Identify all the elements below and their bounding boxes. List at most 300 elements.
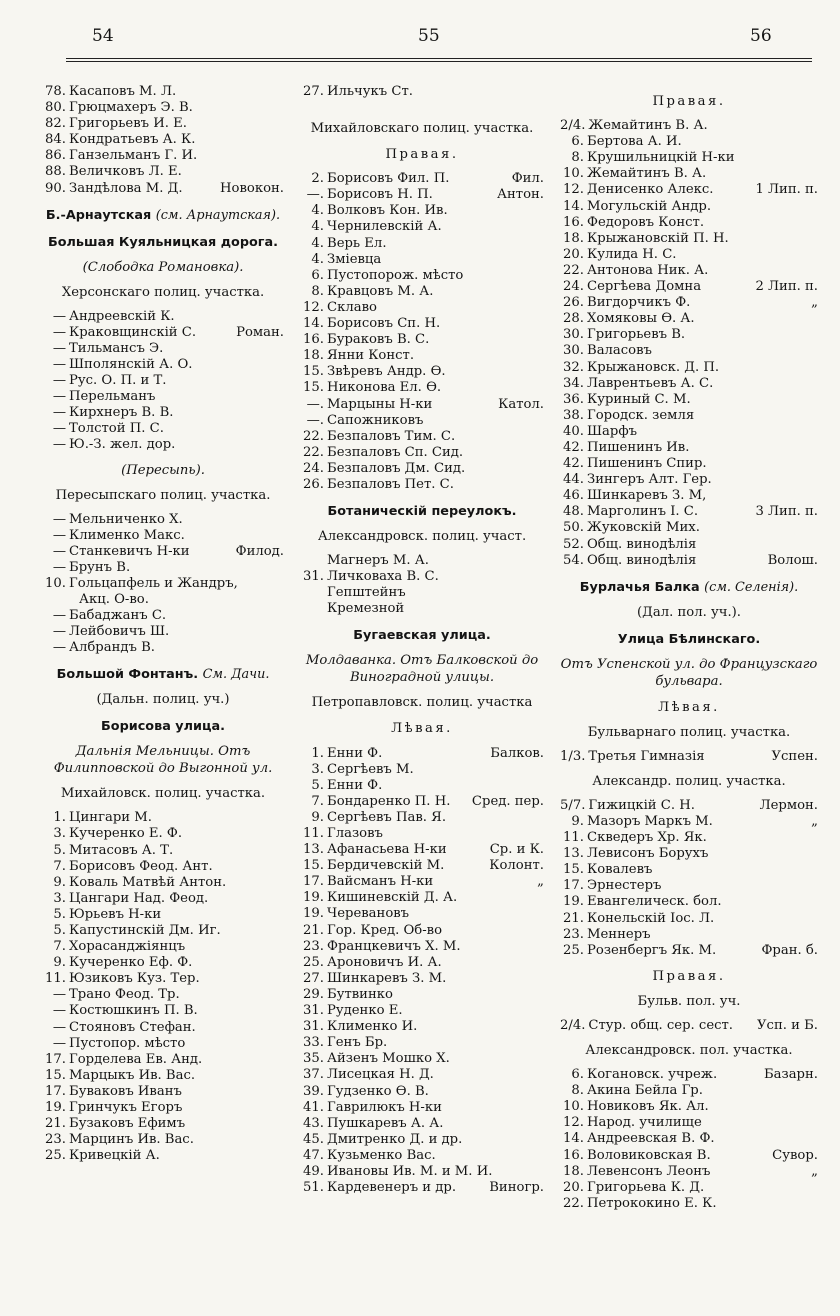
owner-name: Станкевичъ Н-ки <box>69 543 190 559</box>
directory-entry <box>560 927 818 943</box>
house-number: 22. <box>563 1195 584 1211</box>
house-number: 2. <box>311 171 324 187</box>
directory-entry <box>42 640 284 656</box>
directory-entry <box>42 437 284 453</box>
house-number: — <box>52 308 66 324</box>
house-number: — <box>52 608 66 624</box>
owner-name: Могульскій Андр. <box>587 198 712 214</box>
house-number: 32. <box>563 359 584 375</box>
owner-name: Тильмансъ Э. <box>69 340 164 356</box>
owner-name: Цангари Над. Феод. <box>69 890 209 906</box>
house-number: 16. <box>563 1147 584 1163</box>
directory-entry <box>560 343 818 359</box>
directory-entry <box>300 762 544 778</box>
cross-street: 2 Лип. п. <box>755 279 818 295</box>
directory-entry <box>300 890 544 906</box>
owner-name: Куриный С. М. <box>587 391 691 407</box>
directory-entry <box>300 171 544 187</box>
owner-name: Перельманъ <box>69 389 156 405</box>
street-heading <box>42 718 284 735</box>
house-number: 35. <box>303 1051 324 1067</box>
directory-entry <box>300 268 544 284</box>
house-number: 5. <box>53 906 66 922</box>
owner-name: Федоровъ Конст. <box>587 214 705 230</box>
house-number: 5/7. <box>560 797 586 813</box>
house-number: 30. <box>563 343 584 359</box>
column-left <box>42 84 284 1309</box>
owner-name: Зингеръ Алт. Гер. <box>587 472 712 488</box>
street-name: Улица Бѣлинскаго. <box>617 631 761 647</box>
cross-street: Успен. <box>771 748 818 764</box>
directory-entry <box>300 858 544 874</box>
cross-street: Антон. <box>497 187 544 203</box>
owner-name: Енни Ф. <box>327 745 383 761</box>
owner-name: Афанасьева Н-ки <box>327 842 447 858</box>
directory-entry <box>42 608 284 624</box>
directory-entry <box>300 794 544 810</box>
house-number: 9. <box>53 874 66 890</box>
directory-entry <box>560 520 818 536</box>
directory-entry <box>560 798 818 814</box>
house-number: 23. <box>45 1132 66 1148</box>
directory-entry <box>300 429 544 445</box>
cross-street: 3 Лип. п. <box>755 504 818 520</box>
owner-name: Вайсманъ Н-ки <box>327 874 434 890</box>
owner-name: Акина Бейла Гр. <box>587 1083 703 1099</box>
police-district: (Дал. пол. уч.). <box>637 604 741 620</box>
police-district: Александровск. пол. участка. <box>585 1043 793 1059</box>
directory-entry <box>42 181 284 197</box>
house-number: 2/4. <box>560 1017 586 1033</box>
directory-entry <box>560 846 818 862</box>
street-name: Большая Куяльницкая дорога. <box>48 234 278 250</box>
directory-entry <box>42 100 284 116</box>
owner-name: Верь Ел. <box>327 235 387 251</box>
directory-entry <box>42 1036 284 1052</box>
directory-entry <box>42 987 284 1003</box>
directory-entry <box>300 1051 544 1067</box>
directory-entry <box>560 263 818 279</box>
house-number: 51. <box>303 1180 324 1196</box>
owner-name: Новиковъ Як. Ал. <box>587 1099 709 1115</box>
column-right <box>560 84 818 1309</box>
owner-name: Кишиневскій Д. А. <box>327 890 458 906</box>
owner-name: Борисовъ Н. П. <box>327 187 433 203</box>
house-number: 19. <box>563 894 584 910</box>
owner-name: Клименко Макс. <box>69 527 185 543</box>
house-number: 14. <box>563 1131 584 1147</box>
house-number: 11. <box>563 830 584 846</box>
house-number: 19. <box>303 906 324 922</box>
owner-name: Юрьевъ Н-ки <box>69 906 162 922</box>
directory-entry <box>42 421 284 437</box>
owner-name: Общ. винодѣлія <box>587 552 697 568</box>
house-number: 2/4. <box>560 118 586 134</box>
house-number: 4. <box>311 235 324 251</box>
owner-name: Коваль Матвѣй Антон. <box>69 874 227 890</box>
house-number: 9. <box>53 955 66 971</box>
owner-name: Петрококино Е. К. <box>587 1195 717 1211</box>
directory-entry <box>300 1164 544 1180</box>
directory-entry <box>300 842 544 858</box>
house-number: 25. <box>303 954 324 970</box>
house-number: — <box>52 340 66 356</box>
owner-name: Кравцовъ М. А. <box>327 283 434 299</box>
street-range: (Пересыпь). <box>121 462 205 478</box>
directory-entry <box>560 1067 818 1083</box>
owner-name: Бабаджанъ С. <box>69 608 167 624</box>
directory-entry <box>300 585 544 601</box>
owner-name: Генъ Бр. <box>327 1035 388 1051</box>
owner-name: Ивановы Ив. М. и М. И. <box>327 1163 493 1179</box>
header-rule <box>66 58 812 62</box>
street-note: См. Дачи. <box>202 667 270 683</box>
house-number: 21. <box>303 922 324 938</box>
owner-name: Айзенъ Мошко Х. <box>327 1051 450 1067</box>
house-number: 15. <box>45 1067 66 1083</box>
house-number: 1/3. <box>560 748 586 764</box>
directory-entry <box>300 203 544 219</box>
cross-street: Ср. и К. <box>489 842 544 858</box>
house-number: 17. <box>563 878 584 894</box>
directory-entry <box>300 1067 544 1083</box>
house-number: 4. <box>311 251 324 267</box>
directory-entry <box>560 814 818 830</box>
owner-name: Звѣревъ Андр. Ѳ. <box>327 364 446 380</box>
house-number: 18. <box>303 348 324 364</box>
owner-name: Ганзельманъ Г. И. <box>69 148 198 164</box>
directory-entry <box>42 907 284 923</box>
cross-street: Сред. пер. <box>471 793 544 809</box>
owner-name: Кучеренко Е. Ф. <box>69 826 183 842</box>
owner-name: Конельскій Іос. Л. <box>587 910 715 926</box>
directory-entry <box>560 878 818 894</box>
house-number: — <box>52 356 66 372</box>
directory-entry <box>300 445 544 461</box>
owner-name: Гепштейнъ <box>327 585 406 601</box>
house-number: 17. <box>45 1051 66 1067</box>
house-number: 5. <box>53 842 66 858</box>
house-number: 41. <box>303 1099 324 1115</box>
owner-name: Сергѣевъ Пав. Я. <box>327 809 447 825</box>
owner-name: Крыжановскій П. Н. <box>587 230 729 246</box>
directory-entry <box>560 1164 818 1180</box>
directory-entry <box>300 1019 544 1035</box>
house-number: 38. <box>563 407 584 423</box>
owner-name: Марголинъ І. С. <box>587 504 699 520</box>
directory-entry <box>42 576 284 592</box>
directory-entry <box>300 219 544 235</box>
police-district: Михайловск. полиц. участка. <box>60 786 266 802</box>
directory-entry <box>42 373 284 389</box>
owner-name: Хомяковы Ѳ. А. <box>587 311 695 327</box>
street-heading <box>300 627 544 644</box>
directory-entry <box>300 84 544 100</box>
directory-entry <box>300 364 544 380</box>
cross-street: Колонт. <box>489 858 544 874</box>
owner-name: Григорьевъ В. <box>587 327 686 343</box>
directory-entry <box>42 971 284 987</box>
directory-entry <box>300 413 544 429</box>
directory-entry <box>42 1084 284 1100</box>
house-number: — <box>52 543 66 559</box>
owner-name: Денисенко Алекс. <box>587 182 714 198</box>
house-number: 3. <box>53 826 66 842</box>
house-number: 20. <box>563 246 584 262</box>
house-number: 24. <box>303 460 324 476</box>
directory-entry <box>300 874 544 890</box>
house-number: 24. <box>563 279 584 295</box>
owner-name: Глазовъ <box>327 826 383 841</box>
directory-entry <box>560 279 818 295</box>
house-number: 9. <box>311 809 324 825</box>
owner-name: Пустопор. мѣсто <box>69 1035 186 1051</box>
owner-name: Брунъ В. <box>69 559 131 575</box>
directory-entry <box>300 955 544 971</box>
owner-name: Борисовъ Сп. Н. <box>327 316 441 332</box>
house-number: 36. <box>563 391 584 407</box>
house-number: —. <box>306 187 324 203</box>
house-number: 22. <box>563 262 584 278</box>
directory-entry <box>560 1196 818 1212</box>
house-number: 1. <box>53 810 66 826</box>
directory-entry <box>560 440 818 456</box>
owner-name: Митасовъ А. Т. <box>69 842 174 858</box>
directory-entry <box>42 859 284 875</box>
street-range: Дальнія Мельницы. Отъ Филипповской до Выгонной ул. <box>53 744 273 777</box>
directory-entry <box>560 376 818 392</box>
cross-street: Сувор. <box>772 1147 818 1163</box>
owner-name: Жемайтинъ В. А. <box>588 118 708 134</box>
house-number: 49. <box>303 1163 324 1179</box>
directory-entry <box>42 389 284 405</box>
owner-name: Сергѣевъ М. <box>327 761 414 777</box>
owner-name: Меннеръ <box>587 926 651 942</box>
house-number: —. <box>306 396 324 412</box>
owner-name: Марцыкъ Ив. Вас. <box>69 1067 196 1083</box>
street-note: (см. Селенія). <box>704 579 799 595</box>
owner-name: Жуковскій Мих. <box>587 520 700 536</box>
street-name: Борисова улица. <box>101 719 225 735</box>
street-range: (Слободка Романовка). <box>82 259 244 275</box>
directory-entry <box>300 380 544 396</box>
directory-entry <box>300 601 544 617</box>
owner-name: Кардевенеръ и др. <box>327 1180 457 1196</box>
directory-entry <box>300 1180 544 1196</box>
directory-entry <box>560 911 818 927</box>
owner-name: Юзиковъ Куз. Тер. <box>69 971 200 987</box>
cross-street: Базарн. <box>763 1067 818 1083</box>
house-number: 28. <box>563 311 584 327</box>
directory-entry <box>560 392 818 408</box>
owner-name: Гринчукъ Егоръ <box>69 1100 183 1116</box>
directory-entry <box>300 939 544 955</box>
directory-entry <box>42 843 284 859</box>
directory-entry <box>560 830 818 846</box>
directory-entry <box>300 906 544 922</box>
directory-entry <box>300 987 544 1003</box>
street-range: Отъ Успенской ул. до Французскаго бульвара. <box>560 656 818 689</box>
directory-entry <box>560 1018 818 1034</box>
police-district: Михайловскаго полиц. участка. <box>310 121 534 137</box>
directory-entry <box>560 488 818 504</box>
directory-entry <box>560 1131 818 1147</box>
house-number: 27. <box>303 970 324 986</box>
house-number: 8. <box>571 1083 584 1099</box>
directory-entry <box>300 826 544 842</box>
directory-entry <box>42 1116 284 1132</box>
house-number: 10. <box>563 166 584 182</box>
owner-name: Борисовъ Фил. П. <box>327 171 450 187</box>
directory-entry <box>560 537 818 553</box>
cross-street: Катол. <box>498 396 544 412</box>
directory-entry <box>42 1052 284 1068</box>
house-number: — <box>52 405 66 421</box>
owner-name: Магнеръ М. А. <box>327 553 429 569</box>
directory-entry <box>42 560 284 576</box>
directory-entry <box>560 327 818 343</box>
directory-entry <box>560 247 818 263</box>
house-number: 13. <box>303 842 324 858</box>
house-number: 26. <box>563 295 584 311</box>
directory-entry <box>560 862 818 878</box>
owner-name: Краковщинскій С. <box>69 324 197 340</box>
directory-entry <box>42 544 284 560</box>
directory-entry <box>300 461 544 477</box>
owner-name: Клименко И. <box>327 1019 418 1035</box>
house-number: 5. <box>53 923 66 938</box>
house-number: 18. <box>563 230 584 246</box>
directory-entry <box>300 971 544 987</box>
directory-entry <box>42 1003 284 1019</box>
owner-name: Кирхнеръ В. В. <box>69 405 174 421</box>
house-number: 12. <box>563 1115 584 1131</box>
house-number: 42. <box>563 439 584 455</box>
owner-name: Жемайтинъ В. А. <box>587 166 707 182</box>
house-number: 82. <box>45 116 66 132</box>
owner-name: Буваковъ Иванъ <box>69 1083 182 1099</box>
house-number: 30. <box>563 327 584 343</box>
directory-entry <box>42 132 284 148</box>
owner-name: Енни Ф. <box>327 777 383 793</box>
cross-street: „ <box>537 874 544 890</box>
side-label: Правая. <box>652 968 726 984</box>
directory-entry <box>560 182 818 198</box>
house-number: 15. <box>563 862 584 878</box>
directory-entry <box>300 316 544 332</box>
house-number: 10. <box>45 575 66 591</box>
owner-name: Костюшкинъ П. В. <box>69 1003 198 1019</box>
owner-name: Трано Феод. Тр. <box>69 987 180 1003</box>
house-number: 19. <box>303 890 324 906</box>
directory-entry <box>300 252 544 268</box>
directory-entry <box>300 1100 544 1116</box>
house-number: 8. <box>571 150 584 166</box>
house-number: 37. <box>303 1067 324 1083</box>
owner-name: Общ. винодѣлія <box>587 536 697 552</box>
directory-entry <box>560 1115 818 1131</box>
owner-name: Бураковъ В. С. <box>327 332 430 348</box>
house-number: 11. <box>303 826 324 841</box>
owner-name: Безпаловъ Тим. С. <box>327 428 456 444</box>
directory-entry <box>560 943 818 959</box>
owner-name: Крушильницкій Н-ки <box>587 150 735 166</box>
house-number: 14. <box>303 316 324 332</box>
directory-entry <box>42 955 284 971</box>
house-number: 16. <box>563 214 584 230</box>
directory-entry <box>42 891 284 907</box>
house-number: 4. <box>311 219 324 235</box>
directory-entry <box>560 1180 818 1196</box>
house-number: 39. <box>303 1083 324 1099</box>
house-number: 54. <box>563 552 584 568</box>
directory-entry <box>560 408 818 424</box>
house-number: 80. <box>45 100 66 116</box>
house-number: 6. <box>571 1067 584 1083</box>
owner-name: Шполянскій А. О. <box>69 356 193 372</box>
directory-entry <box>560 150 818 166</box>
side-label: Правая. <box>652 94 726 109</box>
street-name: Бурлачья Балка <box>579 579 700 595</box>
owner-name: Акц. О-во. <box>79 591 149 607</box>
owner-name: Пишенинъ Ив. <box>587 439 690 455</box>
page-header <box>0 26 840 56</box>
page-number-center: 55 <box>418 26 440 46</box>
street-name: Большой Фонтанъ. <box>56 667 199 683</box>
house-number: 5. <box>311 777 324 793</box>
owner-name: Эрнестеръ <box>587 878 662 894</box>
house-number: 6. <box>571 134 584 150</box>
house-number: — <box>52 559 66 575</box>
cross-street: Волош. <box>767 552 818 568</box>
directory-entry <box>42 325 284 341</box>
directory-entry <box>560 749 818 765</box>
owner-name: Безпаловъ Дм. Сид. <box>327 460 466 476</box>
spacer <box>300 100 544 112</box>
directory-entry <box>560 553 818 569</box>
house-number: 11. <box>45 971 66 987</box>
owner-name: Личковаха В. С. <box>327 569 439 585</box>
owner-name: Вигдорчикъ Ф. <box>587 295 691 311</box>
street-name: Б.-Арнаутская <box>45 207 152 223</box>
house-number: 15. <box>303 364 324 380</box>
owner-name: Янни Конст. <box>327 348 415 364</box>
house-number: 88. <box>45 164 66 180</box>
house-number: 78. <box>45 84 66 99</box>
owner-name: Гольцапфель и Жандръ, <box>69 575 238 591</box>
owner-name: Левенсонъ Леонъ <box>587 1163 711 1179</box>
owner-name: Гор. Кред. Об-во <box>327 922 443 938</box>
house-number: 12. <box>303 299 324 315</box>
house-number: 8. <box>311 283 324 299</box>
directory-entry <box>300 397 544 413</box>
owner-name: Кремезной <box>327 601 405 617</box>
house-number: 44. <box>563 472 584 488</box>
house-number: 90. <box>45 180 66 196</box>
street-heading <box>42 207 284 224</box>
house-number: 13. <box>563 846 584 862</box>
directory-entry <box>560 295 818 311</box>
house-number: 46. <box>563 488 584 504</box>
owner-name: Гудзенко Ѳ. В. <box>327 1083 429 1099</box>
cross-street: Филод. <box>235 543 284 559</box>
owner-name: Шарфъ <box>587 423 638 439</box>
owner-name: Волковъ Кон. Ив. <box>327 203 448 219</box>
house-number: 26. <box>303 476 324 492</box>
owner-name: Кривецкій А. <box>69 1148 160 1164</box>
house-number: 31. <box>303 1019 324 1035</box>
owner-name: Ковалевъ <box>587 862 653 878</box>
